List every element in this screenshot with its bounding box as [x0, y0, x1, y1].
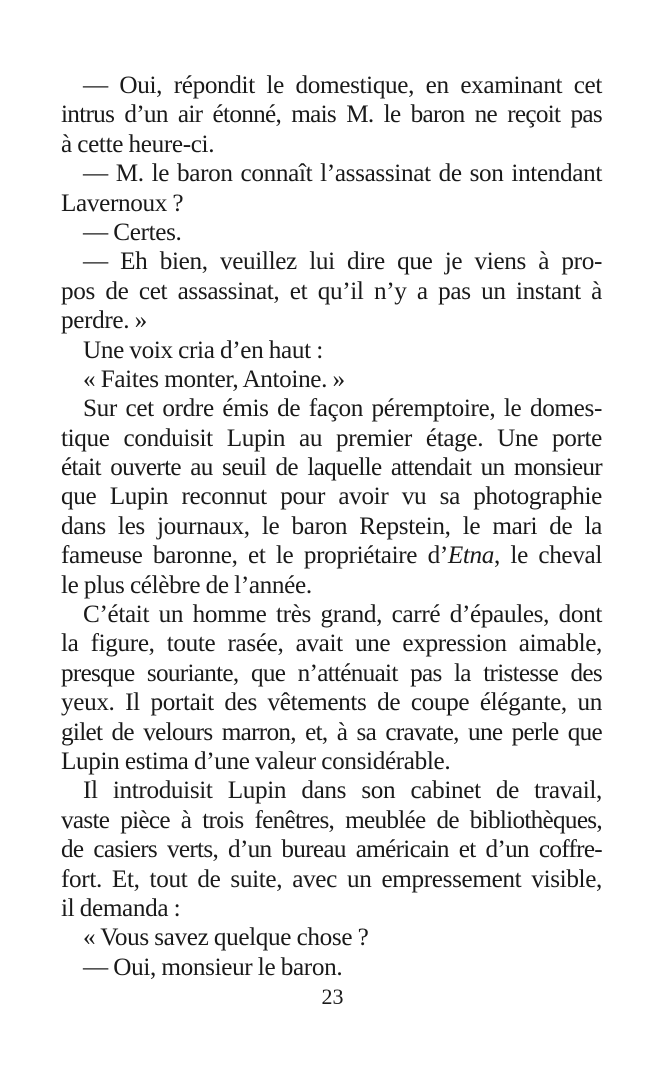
text-line: à cette heure-ci. [61, 130, 215, 158]
text-line: il demanda : [61, 894, 181, 922]
text-line: — Oui, monsieur le baron. [83, 953, 343, 981]
text-line: intrus d’un air étonné, mais M. le baron ne reçoit pas [61, 101, 602, 129]
text-line: — Eh bien, veuillez lui dire que je viens à pro- [83, 248, 602, 276]
text-run: , le cheval [494, 542, 602, 570]
text-line: pos de cet assassinat, et qu’il n’y a pas un instant à [61, 277, 602, 305]
page-number: 23 [321, 984, 344, 1009]
text-line [61, 541, 602, 570]
text-line: Il introduisit Lupin dans son cabinet de travail, [83, 777, 602, 805]
italic-title: Etna [447, 542, 495, 570]
text-line: — M. le baron connaît l’assassinat de son intendant [83, 160, 602, 188]
text-line: presque souriante, que n’atténuait pas la tristesse des [61, 659, 602, 687]
text-line: le plus célèbre de l’année. [61, 571, 312, 599]
text-line: que Lupin reconnut pour avoir vu sa photographie [61, 483, 602, 511]
text-line: yeux. Il portait des vêtements de coupe élégante, un [61, 689, 602, 717]
text-line: de casiers verts, d’un bureau américain et d’un coffre- [61, 836, 602, 864]
text-line: était ouverte au seuil de laquelle attendait un monsieur [61, 454, 602, 482]
text-line: Lupin estima d’une valeur considérable. [61, 747, 451, 775]
text-line: tique conduisit Lupin au premier étage. Une porte [61, 424, 602, 452]
text-run: fameuse baronne, et le propriétaire d’ [61, 542, 448, 570]
text-line: perdre. » [61, 307, 147, 335]
text-line: vaste pièce à trois fenêtres, meublée de bibliothèques, [61, 806, 602, 834]
text-line: la figure, toute rasée, avait une expression aimable, [61, 630, 602, 658]
text-line: « Faites monter, Antoine. » [83, 365, 345, 393]
text-line: dans les journaux, le baron Repstein, le mari de la [61, 512, 602, 540]
text-line: — Certes. [83, 218, 182, 246]
text-line: « Vous savez quelque chose ? [83, 924, 369, 952]
text-line: Lavernoux ? [61, 189, 184, 217]
text-line: gilet de velours marron, et, à sa cravate, une perle que [61, 718, 602, 746]
text-line: Sur cet ordre émis de façon péremptoire, le domes- [83, 395, 602, 423]
text-line: — Oui, répondit le domestique, en examinant cet [83, 72, 602, 99]
text-line: C’était un homme très grand, carré d’épaules, dont [83, 601, 602, 629]
text-line: fort. Et, tout de suite, avec un empressement visible, [61, 865, 602, 893]
page-body [61, 71, 602, 982]
text-line: Une voix cria d’en haut : [83, 336, 323, 364]
